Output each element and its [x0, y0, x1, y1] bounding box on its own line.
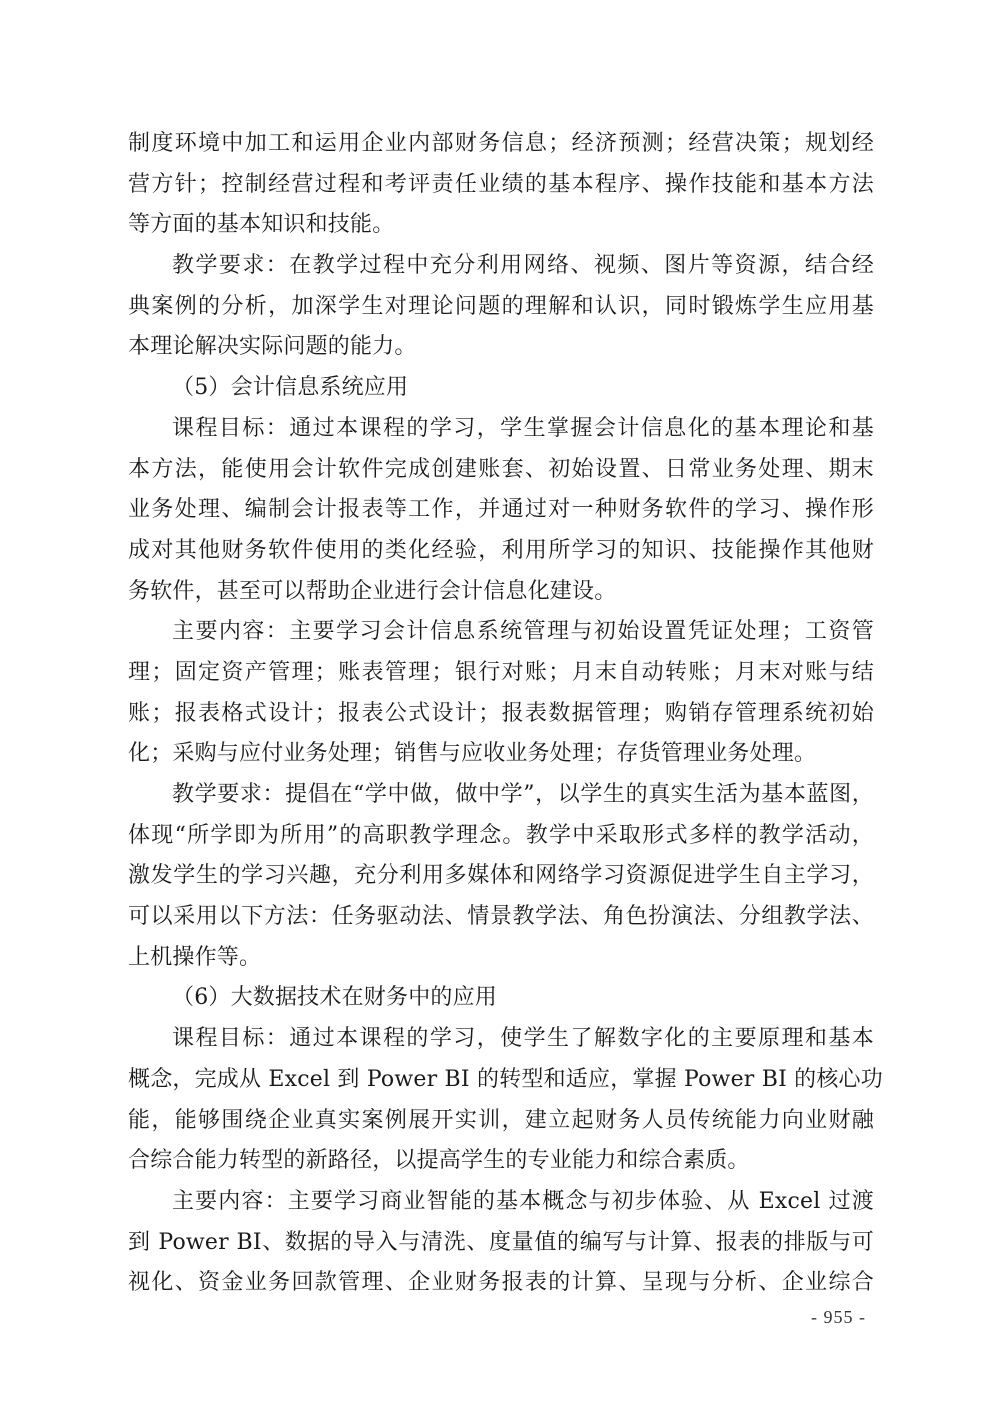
- text-line: 本方法，能使用会计软件完成创建账套、初始设置、日常业务处理、期末: [128, 456, 874, 482]
- text-line: 上机操作等。: [128, 944, 262, 970]
- section-heading: （6）大数据技术在财务中的应用: [172, 985, 497, 1011]
- text-line: 理；固定资产管理；账表管理；银行对账；月末自动转账；月末对账与结: [128, 659, 874, 685]
- text-line: 务软件，甚至可以帮助企业进行会计信息化建设。: [128, 578, 617, 604]
- text-line: 主要内容：主要学习商业智能的基本概念与初步体验、从 Excel 过渡: [172, 1188, 874, 1214]
- text-line: 制度环境中加工和运用企业内部财务信息；经济预测；经营决策；规划经: [128, 131, 874, 156]
- text-line: 可以采用以下方法：任务驱动法、情景教学法、角色扮演法、分组教学法、: [128, 904, 874, 930]
- text-line: 业务处理、编制会计报表等工作，并通过对一种财务软件的学习、操作形: [128, 497, 874, 523]
- text-line: 营方针；控制经营过程和考评责任业绩的基本程序、操作技能和基本方法: [128, 171, 874, 197]
- text-line: 账；报表格式设计；报表公式设计；报表数据管理；购销存管理系统初始: [128, 700, 874, 726]
- text-line: 等方面的基本知识和技能。: [128, 212, 395, 238]
- text-line: 激发学生的学习兴趣，充分利用多媒体和网络学习资源促进学生自主学习，: [128, 863, 874, 889]
- text-line: 教学要求：提倡在“学中做，做中学”，以学生的真实生活为基本蓝图，: [172, 782, 874, 807]
- text-line: 教学要求：在教学过程中充分利用网络、视频、图片等资源，结合经: [172, 253, 874, 279]
- text-line: 到 Power BI、数据的导入与清洗、度量值的编写与计算、报表的排版与可: [128, 1229, 874, 1255]
- text-line: 课程目标：通过本课程的学习，学生掌握会计信息化的基本理论和基: [172, 415, 874, 441]
- text-line: 典案例的分析，加深学生对理论问题的理解和认识，同时锻炼学生应用基: [128, 293, 874, 319]
- text-line: 合综合能力转型的新路径，以提高学生的专业能力和综合素质。: [128, 1148, 750, 1174]
- text-line: 化；采购与应付业务处理；销售与应收业务处理；存货管理业务处理。: [128, 741, 817, 767]
- text-line: 能，能够围绕企业真实案例展开实训，建立起财务人员传统能力向业财融: [128, 1107, 874, 1133]
- document-body: [128, 124, 883, 1304]
- text-line: 本理论解决实际问题的能力。: [128, 334, 417, 360]
- text-line: 课程目标：通过本课程的学习，使学生了解数字化的主要原理和基本: [172, 1026, 874, 1052]
- text-line: 成对其他财务软件使用的类化经验，利用所学习的知识、技能操作其他财: [128, 537, 874, 563]
- text-line: 视化、资金业务回款管理、企业财务报表的计算、呈现与分析、企业综合: [128, 1270, 874, 1296]
- text-line: 体现“所学即为所用”的高职教学理念。教学中采取形式多样的教学活动，: [128, 822, 874, 848]
- section-heading: （5）会计信息系统应用: [172, 375, 409, 401]
- page-number: - 955 -: [811, 1307, 866, 1327]
- text-line: 概念，完成从 Excel 到 Power BI 的转型和适应，掌握 Power BI 的核心功: [128, 1066, 883, 1092]
- text-line: 主要内容：主要学习会计信息系统管理与初始设置凭证处理；工资管: [172, 619, 874, 645]
